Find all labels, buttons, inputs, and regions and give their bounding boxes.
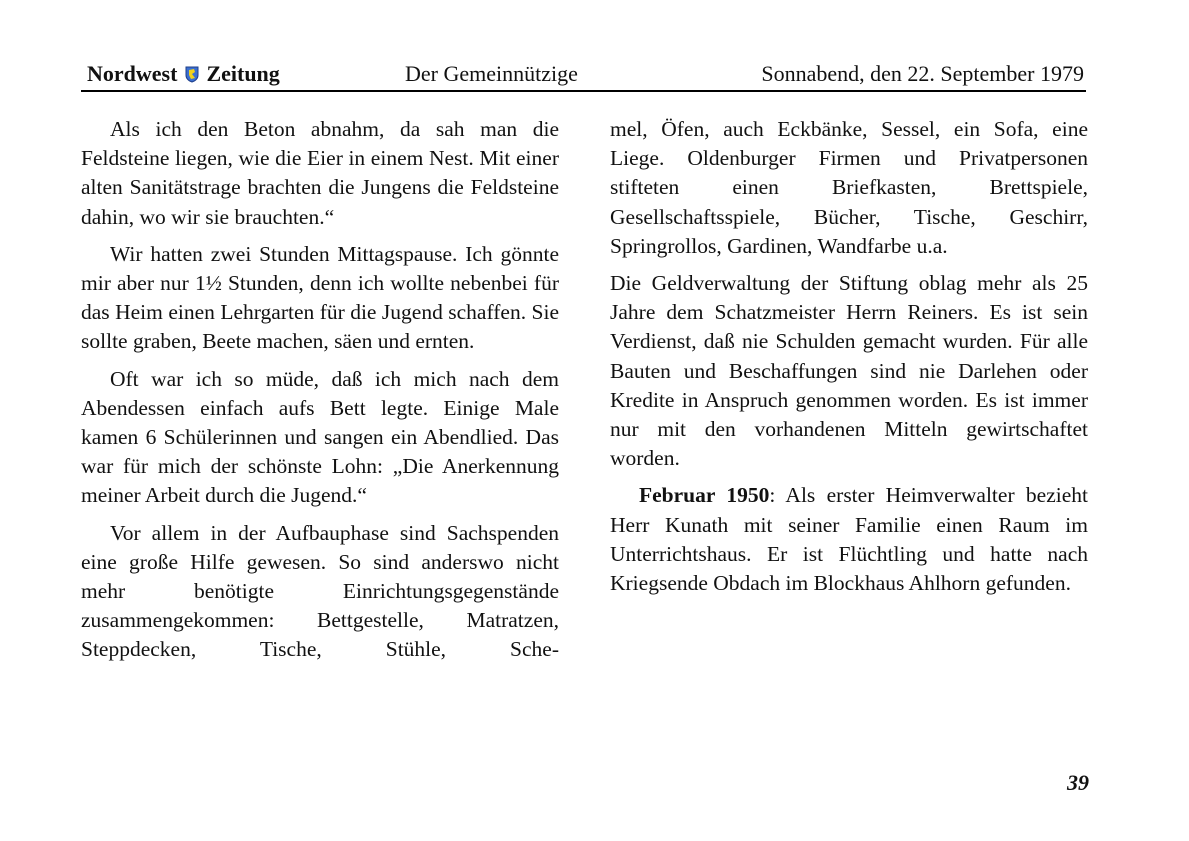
- dated-entry: [610, 481, 1088, 598]
- paragraph: Die Geldverwaltung der Stiftung oblag mehr als 25 Jahre dem Schatzmeister Herrn Reiners. Es ist sein Verdienst, daß nie Schulden gemacht wurden. Für alle Bauten und Beschaffungen sind nie Darlehen oder Kredite in Anspruch genommen worden. Es ist immer nur mit den vorhandenen Mitteln gewirtschaftet worden.: [610, 271, 1088, 471]
- paragraph: Oft war ich so müde, daß ich mich nach dem Abendessen einfach aufs Bett legte. Einige Male kamen 6 Schülerinnen und sangen ein Abendlied. Das war für mich der schönste Lohn: „Die Anerkennung meiner Arbeit durch die Jugend.“: [81, 366, 559, 508]
- issue-date: Sonnabend, den 22. September 1979: [761, 61, 1084, 86]
- page-number: 39: [1067, 770, 1089, 795]
- entry-text: : Als erster Heimverwalter bezieht Herr Kunath mit seiner Familie einen Raum im Unterrichtshaus. Er ist Flüchtling und hatte nach Kriegsende Obdach im Blockhaus Ahlhorn gefunden.: [610, 483, 1088, 596]
- right-column: [610, 115, 1088, 606]
- section-title: Der Gemeinnützige: [405, 61, 578, 86]
- page-header: [81, 58, 1086, 92]
- brand-name-part2: Zeitung: [206, 61, 280, 86]
- entry-date-label: Februar 1950: [639, 483, 770, 508]
- left-column: [81, 115, 559, 673]
- coat-of-arms-icon: [185, 66, 199, 83]
- paragraph: mel, Öfen, auch Eckbänke, Sessel, ein Sofa, eine Liege. Oldenburger Firmen und Privatpersonen stifteten einen Briefkasten, Brettspiele, Gesellschaftsspiele, Bücher, Tische, Geschirr, Springrollos, Gardinen, Wandfarbe u.a.: [610, 117, 1088, 258]
- newspaper-brand: [87, 61, 280, 87]
- brand-name-part1: Nordwest: [87, 61, 178, 86]
- paragraph: Wir hatten zwei Stunden Mittagspause. Ich gönnte mir aber nur 1½ Stunden, denn ich wollte nebenbei für das Heim einen Lehrgarten für die Jugend schaffen. Sie sollte graben, Beete machen, säen und ernten.: [81, 241, 559, 354]
- paragraph: Vor allem in der Aufbauphase sind Sachspenden eine große Hilfe gewesen. So sind anderswo nicht mehr benötigte Einrichtungsgegenstände zusammengekommen: Bettgestelle, Matratzen, Steppdecken, Tische, Stühle, Sche-: [81, 520, 559, 662]
- paragraph: Als ich den Beton abnahm, da sah man die Feldsteine liegen, wie die Eier in einem Nest. Mit einer alten Sanitätstrage brachten die Jungens die Feldsteine dahin, wo wir sie brauchten.“: [81, 117, 559, 229]
